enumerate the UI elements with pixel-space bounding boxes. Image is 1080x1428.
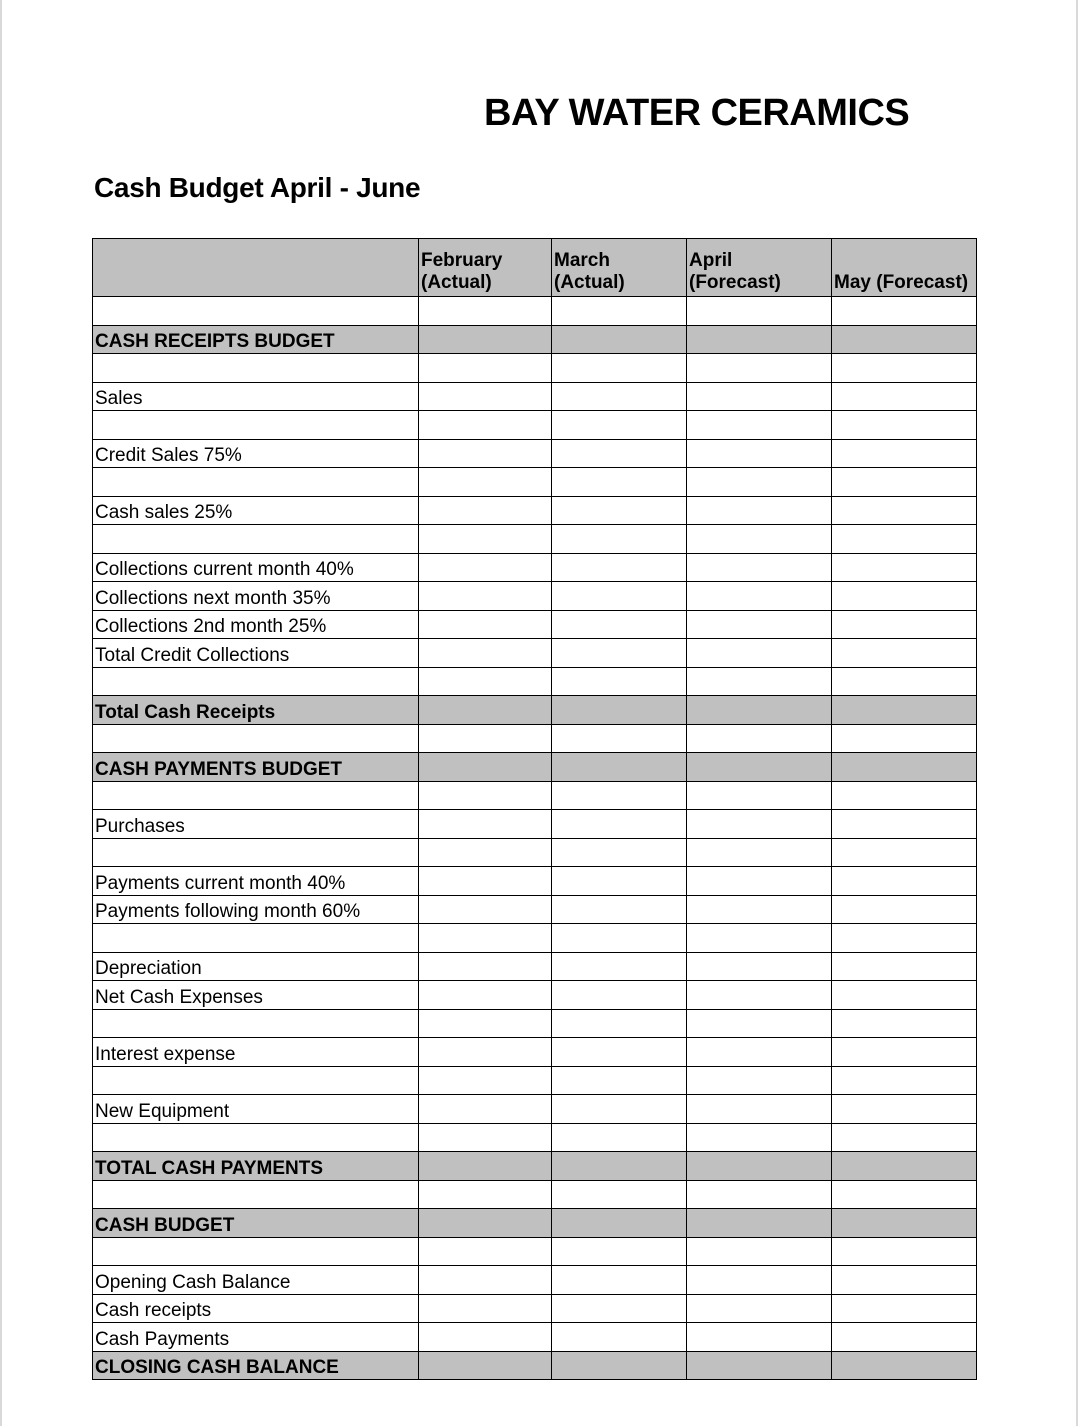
cell-apr[interactable] [687,1237,832,1266]
table-row [93,1237,977,1266]
cell-apr[interactable] [687,724,832,753]
cell-feb[interactable] [419,553,552,582]
cell-mar[interactable] [552,639,687,668]
table-row [93,696,977,725]
cell-apr[interactable] [687,325,832,354]
row-label-cell[interactable] [93,1066,419,1095]
header-cell-may[interactable]: May (Forecast) [832,239,977,297]
cell-may[interactable] [832,1323,977,1352]
cell-may[interactable] [832,610,977,639]
cell-feb[interactable] [419,1152,552,1181]
cell-apr[interactable] [687,696,832,725]
company-title: BAY WATER CERAMICS [484,92,910,134]
cell-may[interactable] [832,696,977,725]
cell-apr[interactable] [687,1038,832,1067]
table-row [93,1066,977,1095]
cell-mar[interactable] [552,838,687,867]
cell-mar[interactable] [552,753,687,782]
cell-apr[interactable] [687,838,832,867]
cell-mar[interactable] [552,468,687,497]
table-row [93,1351,977,1380]
cell-may[interactable] [832,439,977,468]
row-label-cell[interactable]: New Equipment [93,1095,419,1124]
cell-may[interactable] [832,553,977,582]
cell-feb[interactable] [419,1123,552,1152]
cell-may[interactable] [832,1237,977,1266]
cell-mar[interactable] [552,1209,687,1238]
cell-apr[interactable] [687,981,832,1010]
cell-may[interactable] [832,382,977,411]
cell-may[interactable] [832,1095,977,1124]
table-row [93,753,977,782]
row-label-cell[interactable]: Payments current month 40% [93,867,419,896]
table-row [93,1323,977,1352]
cell-mar[interactable] [552,667,687,696]
cell-feb[interactable] [419,525,552,554]
cell-may[interactable] [832,952,977,981]
table-row [93,525,977,554]
table-row [93,952,977,981]
table-row [93,667,977,696]
table-row [93,781,977,810]
cell-feb[interactable] [419,354,552,383]
table-row [93,639,977,668]
cell-apr[interactable] [687,610,832,639]
cell-apr[interactable] [687,867,832,896]
table-row [93,553,977,582]
table-body [93,297,977,1380]
cell-apr[interactable] [687,1095,832,1124]
table-row [93,810,977,839]
cell-mar[interactable] [552,1123,687,1152]
cell-feb[interactable] [419,468,552,497]
cell-feb[interactable] [419,667,552,696]
row-label-cell[interactable]: Net Cash Expenses [93,981,419,1010]
cell-mar[interactable] [552,610,687,639]
cell-apr[interactable] [687,1266,832,1295]
row-label-cell[interactable]: Depreciation [93,952,419,981]
cell-mar[interactable] [552,1009,687,1038]
cell-mar[interactable] [552,525,687,554]
cell-mar[interactable] [552,411,687,440]
cell-may[interactable] [832,838,977,867]
cell-apr[interactable] [687,952,832,981]
cell-feb[interactable] [419,1038,552,1067]
cell-mar[interactable] [552,1237,687,1266]
cell-may[interactable] [832,411,977,440]
cell-feb[interactable] [419,1323,552,1352]
cell-apr[interactable] [687,639,832,668]
cell-apr[interactable] [687,1123,832,1152]
cell-mar[interactable] [552,1066,687,1095]
cell-may[interactable] [832,753,977,782]
cell-feb[interactable] [419,696,552,725]
cell-may[interactable] [832,1009,977,1038]
cell-apr[interactable] [687,496,832,525]
cell-may[interactable] [832,781,977,810]
cell-feb[interactable] [419,610,552,639]
cell-apr[interactable] [687,1323,832,1352]
cell-apr[interactable] [687,810,832,839]
cell-mar[interactable] [552,439,687,468]
header-cell-april[interactable]: April (Forecast) [687,239,832,297]
cell-feb[interactable] [419,382,552,411]
row-label-cell[interactable]: Sales [93,382,419,411]
cell-mar[interactable] [552,1351,687,1380]
cell-may[interactable] [832,867,977,896]
cell-may[interactable] [832,325,977,354]
cell-may[interactable] [832,924,977,953]
cell-apr[interactable] [687,553,832,582]
cell-feb[interactable] [419,952,552,981]
row-label-cell[interactable]: CLOSING CASH BALANCE [93,1351,419,1380]
cell-mar[interactable] [552,496,687,525]
row-label-cell[interactable] [93,1123,419,1152]
row-label-cell[interactable]: CASH RECEIPTS BUDGET [93,325,419,354]
cell-apr[interactable] [687,382,832,411]
cell-apr[interactable] [687,1066,832,1095]
table-row [93,895,977,924]
table-row [93,724,977,753]
row-label-cell[interactable] [93,297,419,326]
row-label-cell[interactable] [93,354,419,383]
table-row [93,1209,977,1238]
cell-apr[interactable] [687,1351,832,1380]
cell-apr[interactable] [687,667,832,696]
table-row [93,924,977,953]
cell-apr[interactable] [687,1180,832,1209]
table-row [93,1294,977,1323]
table-header-row [93,239,977,297]
cell-apr[interactable] [687,1152,832,1181]
cell-mar[interactable] [552,696,687,725]
cell-may[interactable] [832,1351,977,1380]
table-row [93,610,977,639]
row-label-cell[interactable] [93,1009,419,1038]
cell-feb[interactable] [419,1066,552,1095]
cell-may[interactable] [832,724,977,753]
row-label-cell[interactable]: Credit Sales 75% [93,439,419,468]
cell-apr[interactable] [687,439,832,468]
row-label-cell[interactable] [93,1237,419,1266]
row-label-cell[interactable]: Interest expense [93,1038,419,1067]
cell-may[interactable] [832,895,977,924]
table-row [93,981,977,1010]
cell-mar[interactable] [552,952,687,981]
cell-feb[interactable] [419,1294,552,1323]
cell-apr[interactable] [687,1209,832,1238]
cell-may[interactable] [832,667,977,696]
cell-feb[interactable] [419,1237,552,1266]
table-row [93,1123,977,1152]
cell-may[interactable] [832,1209,977,1238]
cell-mar[interactable] [552,781,687,810]
cell-may[interactable] [832,1152,977,1181]
header-cell-label[interactable] [93,239,419,297]
row-label-cell[interactable]: CASH BUDGET [93,1209,419,1238]
document-subtitle: Cash Budget April - June [94,172,421,203]
table-row [93,1180,977,1209]
row-label-cell[interactable]: TOTAL CASH PAYMENTS [93,1152,419,1181]
cell-may[interactable] [832,1066,977,1095]
cell-apr[interactable] [687,297,832,326]
row-label-cell[interactable]: Cash sales 25% [93,496,419,525]
row-label-cell[interactable]: Total Credit Collections [93,639,419,668]
row-label-cell[interactable] [93,667,419,696]
cell-feb[interactable] [419,1009,552,1038]
cell-mar[interactable] [552,895,687,924]
header-cell-february[interactable]: February (Actual) [419,239,552,297]
cell-feb[interactable] [419,810,552,839]
cell-mar[interactable] [552,297,687,326]
cell-feb[interactable] [419,895,552,924]
cell-apr[interactable] [687,924,832,953]
row-label-cell[interactable] [93,724,419,753]
table-row [93,382,977,411]
cell-apr[interactable] [687,582,832,611]
cell-mar[interactable] [552,810,687,839]
table-row [93,354,977,383]
table-row [93,582,977,611]
row-label-cell[interactable]: Total Cash Receipts [93,696,419,725]
cell-feb[interactable] [419,1095,552,1124]
cell-feb[interactable] [419,1351,552,1380]
cash-budget-table [92,238,977,1380]
cell-feb[interactable] [419,981,552,1010]
cell-may[interactable] [832,981,977,1010]
cell-feb[interactable] [419,838,552,867]
cell-feb[interactable] [419,867,552,896]
cell-mar[interactable] [552,553,687,582]
table-row [93,838,977,867]
row-label-cell[interactable]: Cash receipts [93,1294,419,1323]
table-row [93,867,977,896]
table-row [93,468,977,497]
cell-apr[interactable] [687,1009,832,1038]
cell-feb[interactable] [419,411,552,440]
row-label-cell[interactable]: Payments following month 60% [93,895,419,924]
cell-apr[interactable] [687,895,832,924]
row-label-cell[interactable]: Purchases [93,810,419,839]
cell-mar[interactable] [552,382,687,411]
cell-feb[interactable] [419,924,552,953]
row-label-cell[interactable]: Opening Cash Balance [93,1266,419,1295]
row-label-cell[interactable]: Collections current month 40% [93,553,419,582]
cell-feb[interactable] [419,1266,552,1295]
cell-may[interactable] [832,354,977,383]
row-label-cell[interactable] [93,1180,419,1209]
cell-may[interactable] [832,639,977,668]
table-row [93,1152,977,1181]
table-row [93,297,977,326]
cell-mar[interactable] [552,1095,687,1124]
row-label-cell[interactable]: Cash Payments [93,1323,419,1352]
cell-apr[interactable] [687,468,832,497]
table-row [93,325,977,354]
cell-feb[interactable] [419,325,552,354]
cell-apr[interactable] [687,1294,832,1323]
cell-apr[interactable] [687,753,832,782]
row-label-cell[interactable] [93,781,419,810]
cell-may[interactable] [832,810,977,839]
cell-apr[interactable] [687,781,832,810]
cell-apr[interactable] [687,525,832,554]
cell-feb[interactable] [419,781,552,810]
cell-feb[interactable] [419,1209,552,1238]
cell-mar[interactable] [552,724,687,753]
cell-feb[interactable] [419,639,552,668]
table-row [93,1266,977,1295]
cell-mar[interactable] [552,325,687,354]
cell-may[interactable] [832,1123,977,1152]
cell-mar[interactable] [552,1294,687,1323]
cell-feb[interactable] [419,439,552,468]
row-label-cell[interactable] [93,924,419,953]
cell-mar[interactable] [552,1180,687,1209]
cell-may[interactable] [832,1038,977,1067]
cell-may[interactable] [832,1180,977,1209]
cell-mar[interactable] [552,582,687,611]
cell-mar[interactable] [552,981,687,1010]
cell-mar[interactable] [552,867,687,896]
cell-may[interactable] [832,525,977,554]
table-row [93,1038,977,1067]
cell-feb[interactable] [419,724,552,753]
table-row [93,496,977,525]
row-label-cell[interactable]: Collections 2nd month 25% [93,610,419,639]
table-row [93,1009,977,1038]
row-label-cell[interactable]: CASH PAYMENTS BUDGET [93,753,419,782]
cell-mar[interactable] [552,1152,687,1181]
cell-may[interactable] [832,468,977,497]
table-row [93,439,977,468]
cell-feb[interactable] [419,496,552,525]
cell-mar[interactable] [552,1266,687,1295]
row-label-cell[interactable] [93,411,419,440]
table-row [93,411,977,440]
cell-may[interactable] [832,297,977,326]
cell-apr[interactable] [687,354,832,383]
cell-feb[interactable] [419,297,552,326]
row-label-cell[interactable]: Collections next month 35% [93,582,419,611]
cell-may[interactable] [832,1266,977,1295]
cell-mar[interactable] [552,924,687,953]
table-row [93,1095,977,1124]
cell-feb[interactable] [419,1180,552,1209]
row-label-cell[interactable] [93,468,419,497]
cell-mar[interactable] [552,354,687,383]
cell-may[interactable] [832,582,977,611]
cell-feb[interactable] [419,753,552,782]
cell-mar[interactable] [552,1323,687,1352]
cell-mar[interactable] [552,1038,687,1067]
row-label-cell[interactable] [93,525,419,554]
cell-feb[interactable] [419,582,552,611]
cell-may[interactable] [832,496,977,525]
header-cell-march[interactable]: March (Actual) [552,239,687,297]
row-label-cell[interactable] [93,838,419,867]
cell-apr[interactable] [687,411,832,440]
cell-may[interactable] [832,1294,977,1323]
